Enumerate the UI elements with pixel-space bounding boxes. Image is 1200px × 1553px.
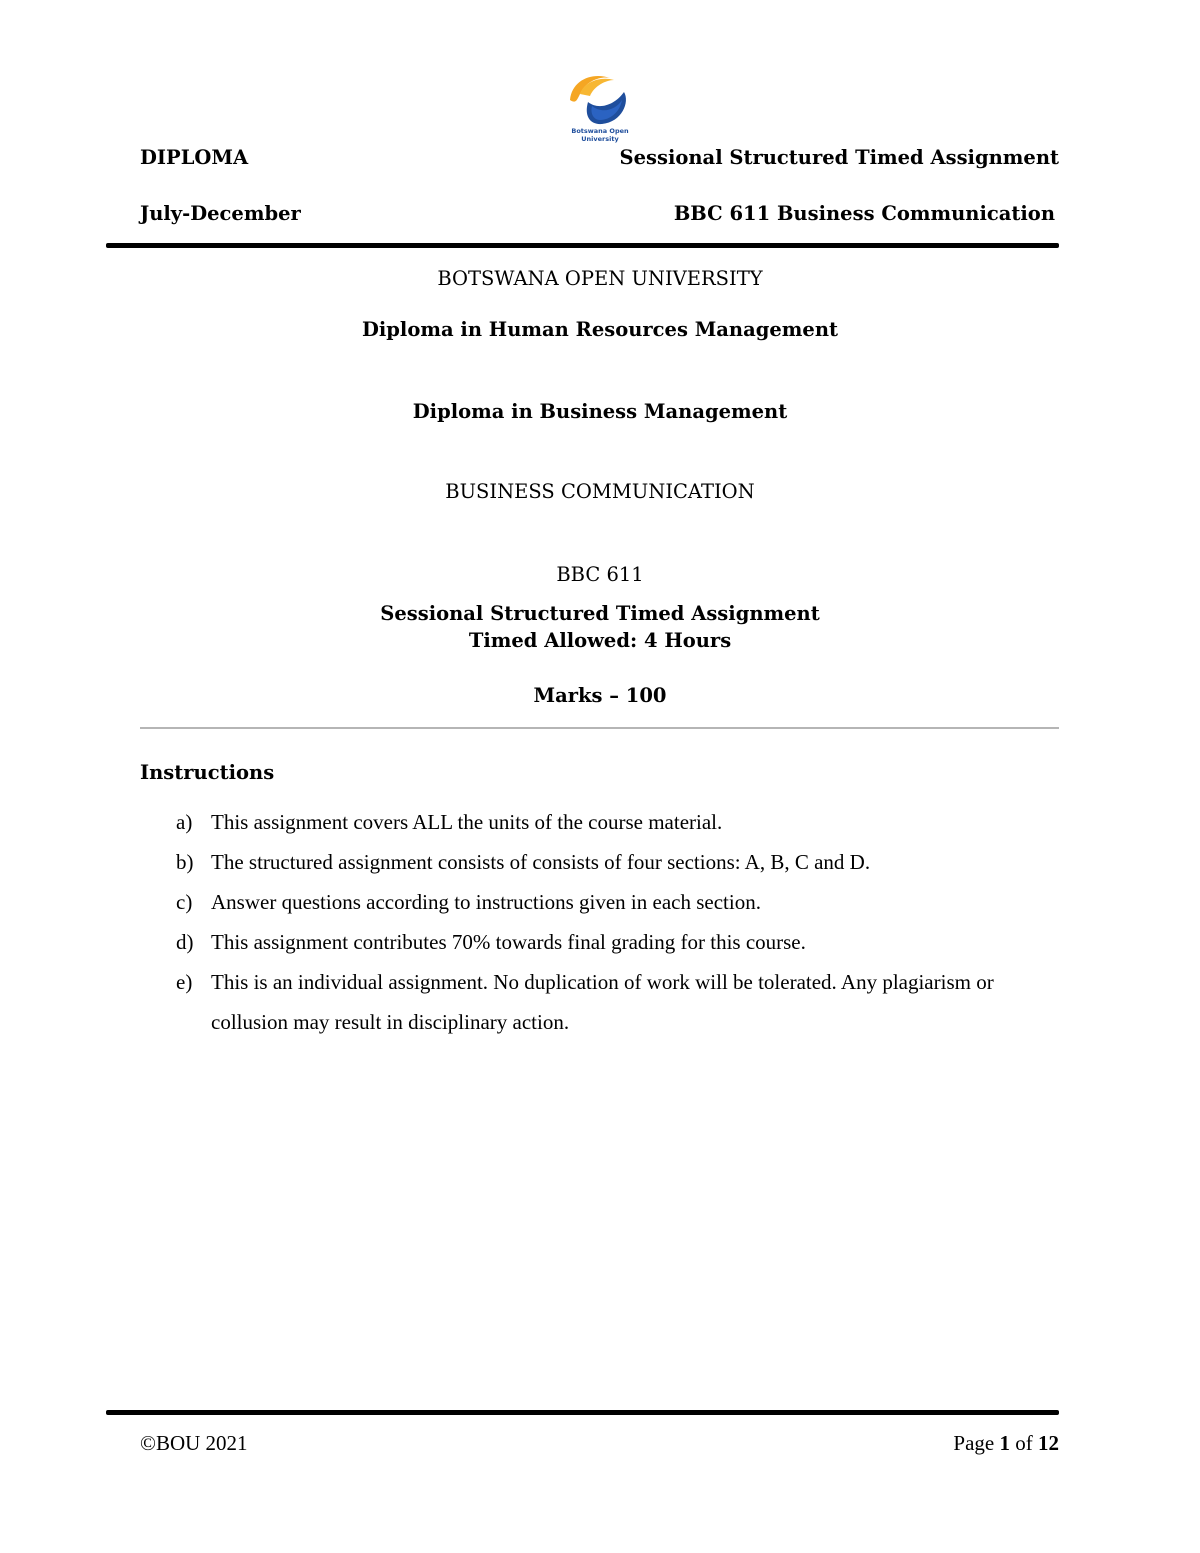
footer-divider bbox=[106, 1410, 1059, 1415]
list-item-letter: c) bbox=[176, 890, 193, 914]
header-course: BBC 611 Business Communication bbox=[673, 202, 1055, 225]
header-assignment-type: Sessional Structured Timed Assignment bbox=[619, 146, 1059, 169]
course-title: BUSINESS COMMUNICATION bbox=[445, 480, 755, 503]
title-divider bbox=[140, 727, 1059, 729]
list-item bbox=[140, 842, 1065, 882]
header-diploma: DIPLOMA bbox=[140, 146, 249, 169]
total-marks: Marks – 100 bbox=[533, 684, 667, 707]
page-label: Page bbox=[953, 1431, 995, 1455]
list-item-letter: e) bbox=[176, 970, 193, 994]
header-session: July-December bbox=[140, 202, 301, 225]
svg-text:Botswana Open: Botswana Open bbox=[571, 127, 629, 135]
list-item-text: Answer questions according to instructions given in each section. bbox=[211, 890, 761, 914]
page-total: 12 bbox=[1038, 1431, 1059, 1455]
list-item bbox=[140, 922, 1065, 962]
program-hrm: Diploma in Human Resources Management bbox=[361, 318, 839, 341]
page-of: of bbox=[1015, 1431, 1033, 1455]
list-item bbox=[140, 802, 1065, 842]
instructions-heading: Instructions bbox=[140, 761, 275, 784]
list-item-text: This is an individual assignment. No duplication of work will be tolerated. Any plagiarism or collusion may result in disciplinary action. bbox=[211, 970, 994, 1034]
instructions-list bbox=[140, 802, 1065, 1042]
page-current: 1 bbox=[999, 1431, 1010, 1455]
list-item-letter: d) bbox=[176, 930, 194, 954]
university-name: BOTSWANA OPEN UNIVERSITY bbox=[437, 267, 763, 290]
university-logo bbox=[562, 70, 638, 146]
list-item-text: The structured assignment consists of consists of four sections: A, B, C and D. bbox=[211, 850, 871, 874]
list-item bbox=[140, 882, 1065, 922]
course-code: BBC 611 bbox=[556, 563, 644, 586]
list-item-text: This assignment covers ALL the units of the course material. bbox=[211, 810, 723, 834]
list-item bbox=[140, 962, 1065, 1042]
header-divider bbox=[106, 243, 1059, 248]
list-item-letter: a) bbox=[176, 810, 193, 834]
page-indicator bbox=[953, 1431, 1059, 1456]
assignment-type: Sessional Structured Timed Assignment bbox=[380, 602, 820, 625]
time-allowed: Timed Allowed: 4 Hours bbox=[468, 629, 732, 652]
list-item-text: This assignment contributes 70% towards final grading for this course. bbox=[211, 930, 806, 954]
svg-text:University: University bbox=[581, 135, 619, 143]
program-bm: Diploma in Business Management bbox=[412, 400, 788, 423]
copyright: ©BOU 2021 bbox=[140, 1431, 248, 1455]
list-item-letter: b) bbox=[176, 850, 194, 874]
logo-icon bbox=[562, 70, 638, 146]
